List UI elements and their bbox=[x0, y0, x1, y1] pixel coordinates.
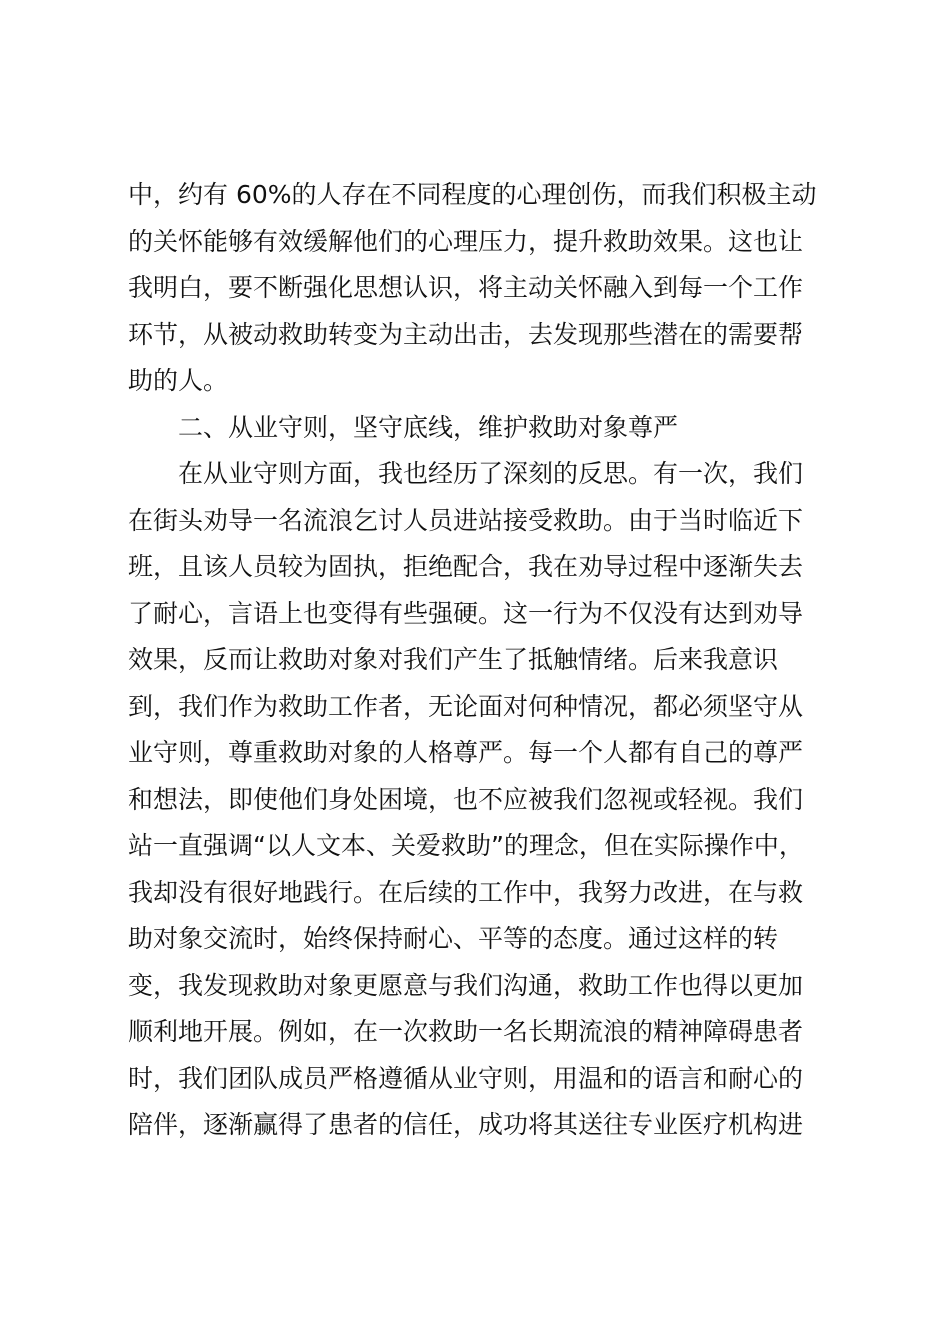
paragraph-line: 和想法，即使他们身处困境，也不应被我们忽视或轻视。我们 bbox=[128, 784, 804, 814]
paragraph-line: 在从业守则方面，我也经历了深刻的反思。有一次，我们 bbox=[178, 459, 804, 488]
paragraph-line: 助的人。 bbox=[128, 366, 229, 395]
paragraph-line: 在街头劝导一名流浪乞讨人员进站接受救助。由于当时临近下 bbox=[128, 505, 804, 535]
paragraph-line: 到，我们作为救助工作者，无论面对何种情况，都必须坚守从 bbox=[128, 691, 804, 721]
paragraph-line: 时，我们团队成员严格遵循从业守则，用温和的语言和耐心的 bbox=[128, 1063, 804, 1093]
paragraph-line: 我明白，要不断强化思想认识，将主动关怀融入到每一个工作 bbox=[128, 273, 804, 302]
paragraph-line: 效果，反而让救助对象对我们产生了抵触情绪。后来我意识 bbox=[128, 645, 779, 674]
paragraph-line: 中，约有 60%的人存在不同程度的心理创伤，而我们积极主动 bbox=[128, 180, 817, 209]
paragraph-line: 助对象交流时，始终保持耐心、平等的态度。通过这样的转 bbox=[128, 924, 779, 953]
paragraph-line: 环节，从被动救助转变为主动出击，去发现那些潜在的需要帮 bbox=[128, 319, 804, 349]
paragraph-line: 的关怀能够有效缓解他们的心理压力，提升救助效果。这也让 bbox=[128, 226, 804, 256]
paragraph-line: 我却没有很好地践行。在后续的工作中，我努力改进，在与救 bbox=[128, 877, 804, 907]
paragraph-line: 顺利地开展。例如，在一次救助一名长期流浪的精神障碍患者 bbox=[128, 1017, 804, 1046]
section-heading: 二、从业守则，坚守底线，维护救助对象尊严 bbox=[178, 412, 679, 442]
paragraph-line: 班，且该人员较为固执，拒绝配合，我在劝导过程中逐渐失去 bbox=[128, 552, 804, 581]
document-body bbox=[128, 172, 828, 1149]
paragraph-line: 陪伴，逐渐赢得了患者的信任，成功将其送往专业医疗机构进 bbox=[128, 1110, 804, 1139]
paragraph-line: 业守则，尊重救助对象的人格尊严。每一个人都有自己的尊严 bbox=[128, 738, 804, 767]
paragraph-line: 站一直强调“以人文本、关爱救助”的理念，但在实际操作中， bbox=[128, 831, 804, 860]
paragraph-line: 变，我发现救助对象更愿意与我们沟通，救助工作也得以更加 bbox=[128, 970, 804, 1000]
paragraph-line: 了耐心，言语上也变得有些强硬。这一行为不仅没有达到劝导 bbox=[128, 598, 804, 628]
